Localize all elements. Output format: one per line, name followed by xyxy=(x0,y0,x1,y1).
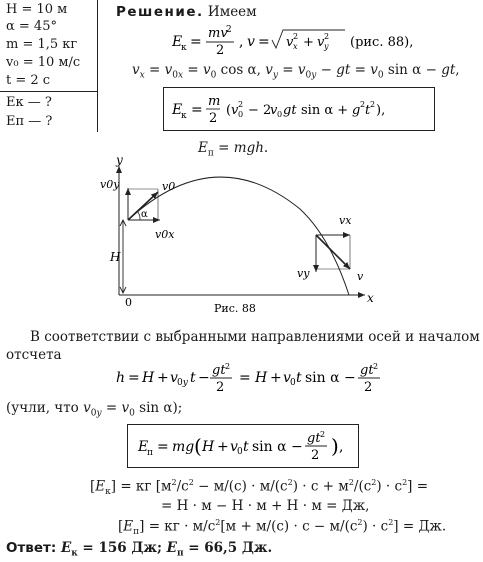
svg-text:2: 2 xyxy=(226,25,232,35)
svg-text:,: , xyxy=(239,34,244,50)
v-vector xyxy=(316,235,350,269)
svg-text:2: 2 xyxy=(293,32,299,41)
svg-text:+: + xyxy=(217,439,229,455)
given-line: v₀ = 10 м/с xyxy=(6,55,81,70)
v0y-label: v0y xyxy=(100,178,120,191)
svg-text:sin α −: sin α − xyxy=(305,370,356,386)
svg-text:(рис. 88),: (рис. 88), xyxy=(350,35,414,50)
svg-text:2: 2 xyxy=(225,362,231,371)
svg-text:2: 2 xyxy=(209,111,218,126)
svg-text:v: v xyxy=(230,439,238,455)
paragraph-line-1: В соответствии с выбранными направлениями осей и началом xyxy=(30,329,480,345)
svg-text:mg: mg xyxy=(172,439,195,455)
figure-caption: Рис. 88 xyxy=(214,302,256,312)
svg-text:(: ( xyxy=(194,434,202,458)
svg-text:y: y xyxy=(324,42,329,51)
svg-text:H: H xyxy=(202,439,215,455)
svg-text:): ) xyxy=(331,434,339,458)
unknown-line: Eк — ? xyxy=(6,95,52,110)
boxed-kinetic-svg xyxy=(164,88,434,130)
solution-heading-line xyxy=(116,4,257,20)
v0-label: v0 xyxy=(162,180,176,193)
svg-text:+: + xyxy=(157,370,169,386)
svg-text:−: − xyxy=(198,370,210,386)
svg-text:2: 2 xyxy=(320,430,326,439)
svg-text:gt: gt xyxy=(307,431,321,446)
svg-text:+: + xyxy=(303,35,314,50)
svg-text:п: п xyxy=(147,448,153,458)
svg-text:h: h xyxy=(116,370,126,386)
svg-text:=: = xyxy=(157,439,169,455)
given-line: α = 45° xyxy=(6,19,57,34)
svg-text:,: , xyxy=(339,439,344,455)
svg-text:E: E xyxy=(138,439,149,455)
svg-text:=: = xyxy=(190,34,202,50)
unknown-line: Eп — ? xyxy=(6,114,53,129)
boxed-potential-svg xyxy=(128,425,358,467)
svg-text:t: t xyxy=(296,370,302,386)
v0x-label: v0x xyxy=(155,228,175,241)
svg-text:v: v xyxy=(270,103,278,118)
svg-text:− 2: − 2 xyxy=(248,103,272,118)
svg-text:g: g xyxy=(352,103,361,118)
svg-text:(: ( xyxy=(226,103,232,118)
alpha-label: α xyxy=(141,209,148,220)
paragraph-line-2: отсчета xyxy=(6,347,62,363)
vy-label: vy xyxy=(297,267,310,280)
given-divider-horizontal xyxy=(0,91,98,92)
svg-text:0: 0 xyxy=(277,110,283,119)
svg-text:2: 2 xyxy=(216,43,225,58)
v-label: v xyxy=(357,270,364,283)
svg-text:0: 0 xyxy=(237,447,243,457)
svg-text:=: = xyxy=(239,370,251,386)
svg-text:0: 0 xyxy=(238,110,244,119)
svg-text:t: t xyxy=(190,370,196,386)
svg-text:mv: mv xyxy=(208,26,228,41)
svg-text:v: v xyxy=(286,35,294,50)
units-line-1: $[E_к]$ = кг $[м^2/с^2 - м/(с) \cdot м/(с^2) \cdot с + м^2/(с^2) \cdot с^2]$ = xyxy=(90,478,429,498)
y-axis-label: y xyxy=(116,153,123,167)
solution-heading: Решение. xyxy=(116,4,204,20)
note-line: (учли, что $v_{0y} = v_0$ sin α); xyxy=(6,400,183,419)
svg-text:v: v xyxy=(283,370,291,386)
svg-text:v: v xyxy=(231,103,239,118)
svg-text:0y: 0y xyxy=(177,378,188,388)
svg-text:0: 0 xyxy=(290,378,296,388)
svg-text:2: 2 xyxy=(311,448,320,463)
units-line-2: = Н · м − Н · м + Н · м = Дж, xyxy=(161,498,370,514)
h-label: H xyxy=(110,250,121,264)
svg-text:к: к xyxy=(181,43,187,53)
svg-text:=: = xyxy=(258,34,270,50)
svg-text:H: H xyxy=(142,370,155,386)
given-line: t = 2 с xyxy=(6,73,51,88)
svg-text:v: v xyxy=(170,370,178,386)
svg-text:E: E xyxy=(172,102,183,118)
svg-text:m: m xyxy=(208,94,221,109)
given-line: H = 10 м xyxy=(6,2,68,17)
svg-text:H: H xyxy=(255,370,268,386)
equation-height-svg xyxy=(0,358,483,398)
svg-text:x: x xyxy=(293,42,298,51)
svg-text:v: v xyxy=(317,35,325,50)
svg-text:t: t xyxy=(243,439,249,455)
svg-text:v: v xyxy=(247,34,255,50)
equation-potential-energy: $E_п$ = mgh. xyxy=(198,140,269,159)
given-line: m = 1,5 кг xyxy=(6,37,78,52)
svg-text:2: 2 xyxy=(364,380,373,395)
origin-label: 0 xyxy=(125,296,132,309)
svg-text:=: = xyxy=(191,102,203,118)
svg-text:sin α +: sin α + xyxy=(301,103,349,118)
equation-velocity-components: $v_x = v_{0x} = v_0$ cos α, $v_y = v_{0y}$ − gt = $v_0$ sin α − gt, xyxy=(132,62,460,81)
svg-text:2: 2 xyxy=(216,380,225,395)
solution-intro: Имеем xyxy=(207,4,257,20)
svg-text:sin α −: sin α − xyxy=(252,439,303,455)
vx-label: vx xyxy=(339,214,352,227)
svg-text:gt: gt xyxy=(283,103,297,118)
svg-text:2: 2 xyxy=(324,32,330,41)
trajectory-figure xyxy=(0,152,483,312)
units-line-3: $[E_п]$ = кг · $м/с^2[м + м/(с) \cdot с - м/(с^2) \cdot с^2]$ = Дж. xyxy=(118,518,447,538)
svg-text:2: 2 xyxy=(373,362,379,371)
svg-text:gt: gt xyxy=(360,363,374,378)
svg-text:к: к xyxy=(181,111,187,121)
svg-text:2: 2 xyxy=(370,100,376,109)
answer-line: Ответ: $E_к = 156$ Дж; $E_п = 66,5$ Дж. xyxy=(6,540,273,559)
svg-text:gt: gt xyxy=(212,363,226,378)
x-axis-label: x xyxy=(367,291,374,305)
svg-text:),: ), xyxy=(376,103,386,118)
svg-text:=: = xyxy=(128,370,140,386)
svg-text:E: E xyxy=(172,34,183,50)
boxed-equation-potential xyxy=(127,424,359,468)
svg-text:2: 2 xyxy=(238,100,244,109)
svg-text:t: t xyxy=(365,103,371,118)
svg-text:+: + xyxy=(270,370,282,386)
svg-text:2: 2 xyxy=(360,100,366,109)
boxed-equation-kinetic xyxy=(163,87,435,131)
